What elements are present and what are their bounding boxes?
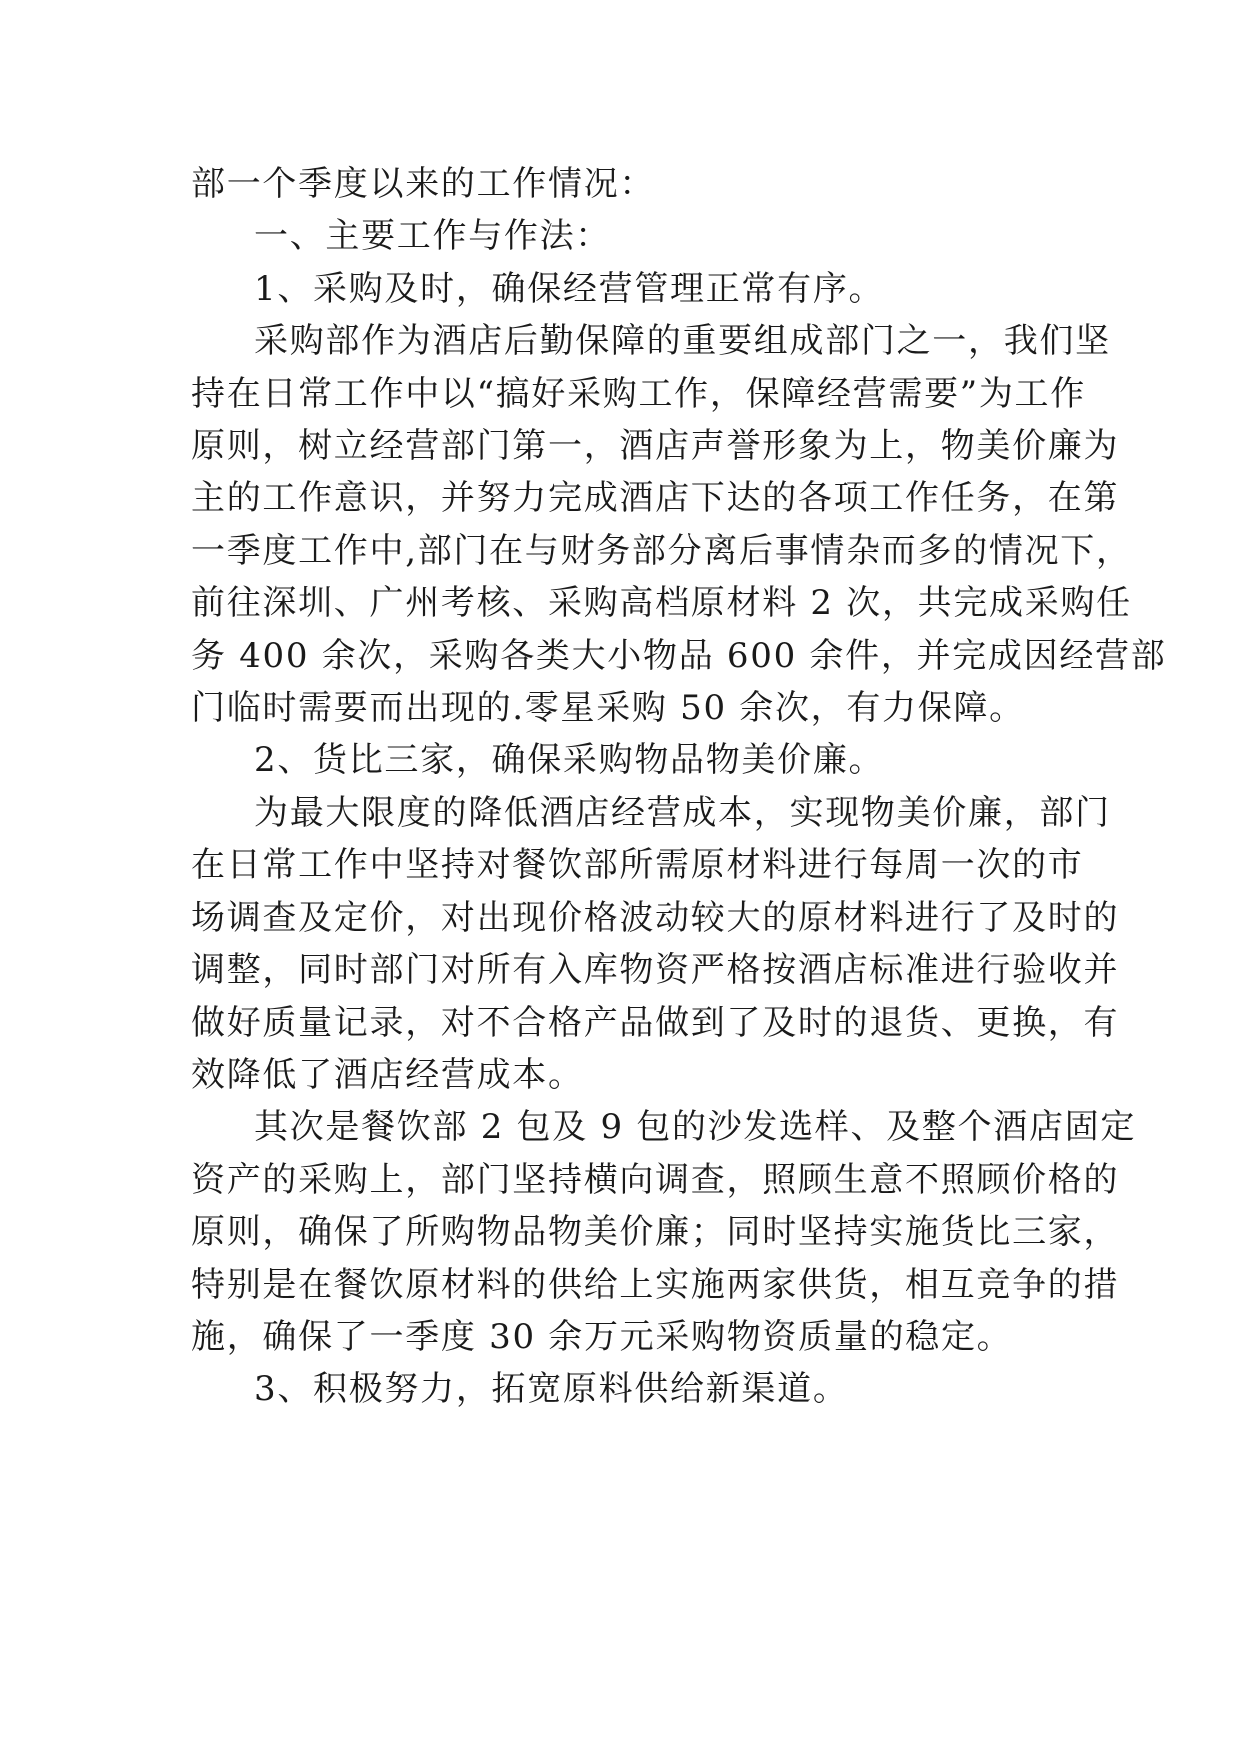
text-line: 为最大限度的降低酒店经营成本，实现物美价廉，部门 (254, 792, 1111, 833)
text-line: 门临时需要而出现的.零星采购 50 余次，有力保障。 (191, 688, 1025, 729)
text-line: 务 400 余次，采购各类大小物品 600 余件，并完成因经营部 (191, 635, 1167, 676)
text-line: 前往深圳、广州考核、采购高档原材料 2 次，共完成采购任 (191, 583, 1132, 624)
text-line: 场调查及定价，对出现价格波动较大的原材料进行了及时的 (191, 897, 1120, 938)
text-line: 持在日常工作中以“搞好采购工作，保障经营需要”为工作 (191, 373, 1086, 414)
document-body (191, 158, 1167, 1416)
text-line: 做好质量记录，对不合格产品做到了及时的退货、更换，有 (191, 1002, 1120, 1043)
text-line: 原则，确保了所购物品物美价廉；同时坚持实施货比三家， (191, 1212, 1120, 1253)
text-line: 其次是餐饮部 2 包及 9 包的沙发选样、及整个酒店固定 (254, 1107, 1137, 1148)
text-line: 资产的采购上，部门坚持横向调查，照顾生意不照顾价格的 (191, 1159, 1120, 1200)
text-line: 采购部作为酒店后勤保障的重要组成部门之一，我们坚 (254, 321, 1111, 362)
text-line: 一、主要工作与作法： (254, 216, 611, 257)
text-line: 主的工作意识，并努力完成酒店下达的各项工作任务，在第 (191, 478, 1120, 519)
text-line: 一季度工作中,部门在与财务部分离后事情杂而多的情况下， (191, 530, 1132, 571)
text-line: 效降低了酒店经营成本。 (191, 1054, 584, 1095)
text-line: 调整，同时部门对所有入库物资严格按酒店标准进行验收并 (191, 950, 1120, 991)
text-line: 特别是在餐饮原材料的供给上实施两家供货，相互竞争的措 (191, 1264, 1120, 1305)
text-line: 在日常工作中坚持对餐饮部所需原材料进行每周一次的市 (191, 845, 1084, 886)
text-line: 施，确保了一季度 30 余万元采购物资质量的稳定。 (191, 1316, 1013, 1357)
text-line: 3、积极努力，拓宽原料供给新渠道。 (254, 1369, 849, 1410)
text-line: 原则，树立经营部门第一，酒店声誉形象为上，物美价廉为 (191, 426, 1120, 467)
text-line: 部一个季度以来的工作情况： (191, 164, 656, 204)
text-line: 1、采购及时，确保经营管理正常有序。 (254, 268, 885, 309)
text-line: 2、货比三家，确保采购物品物美价廉。 (254, 740, 885, 781)
